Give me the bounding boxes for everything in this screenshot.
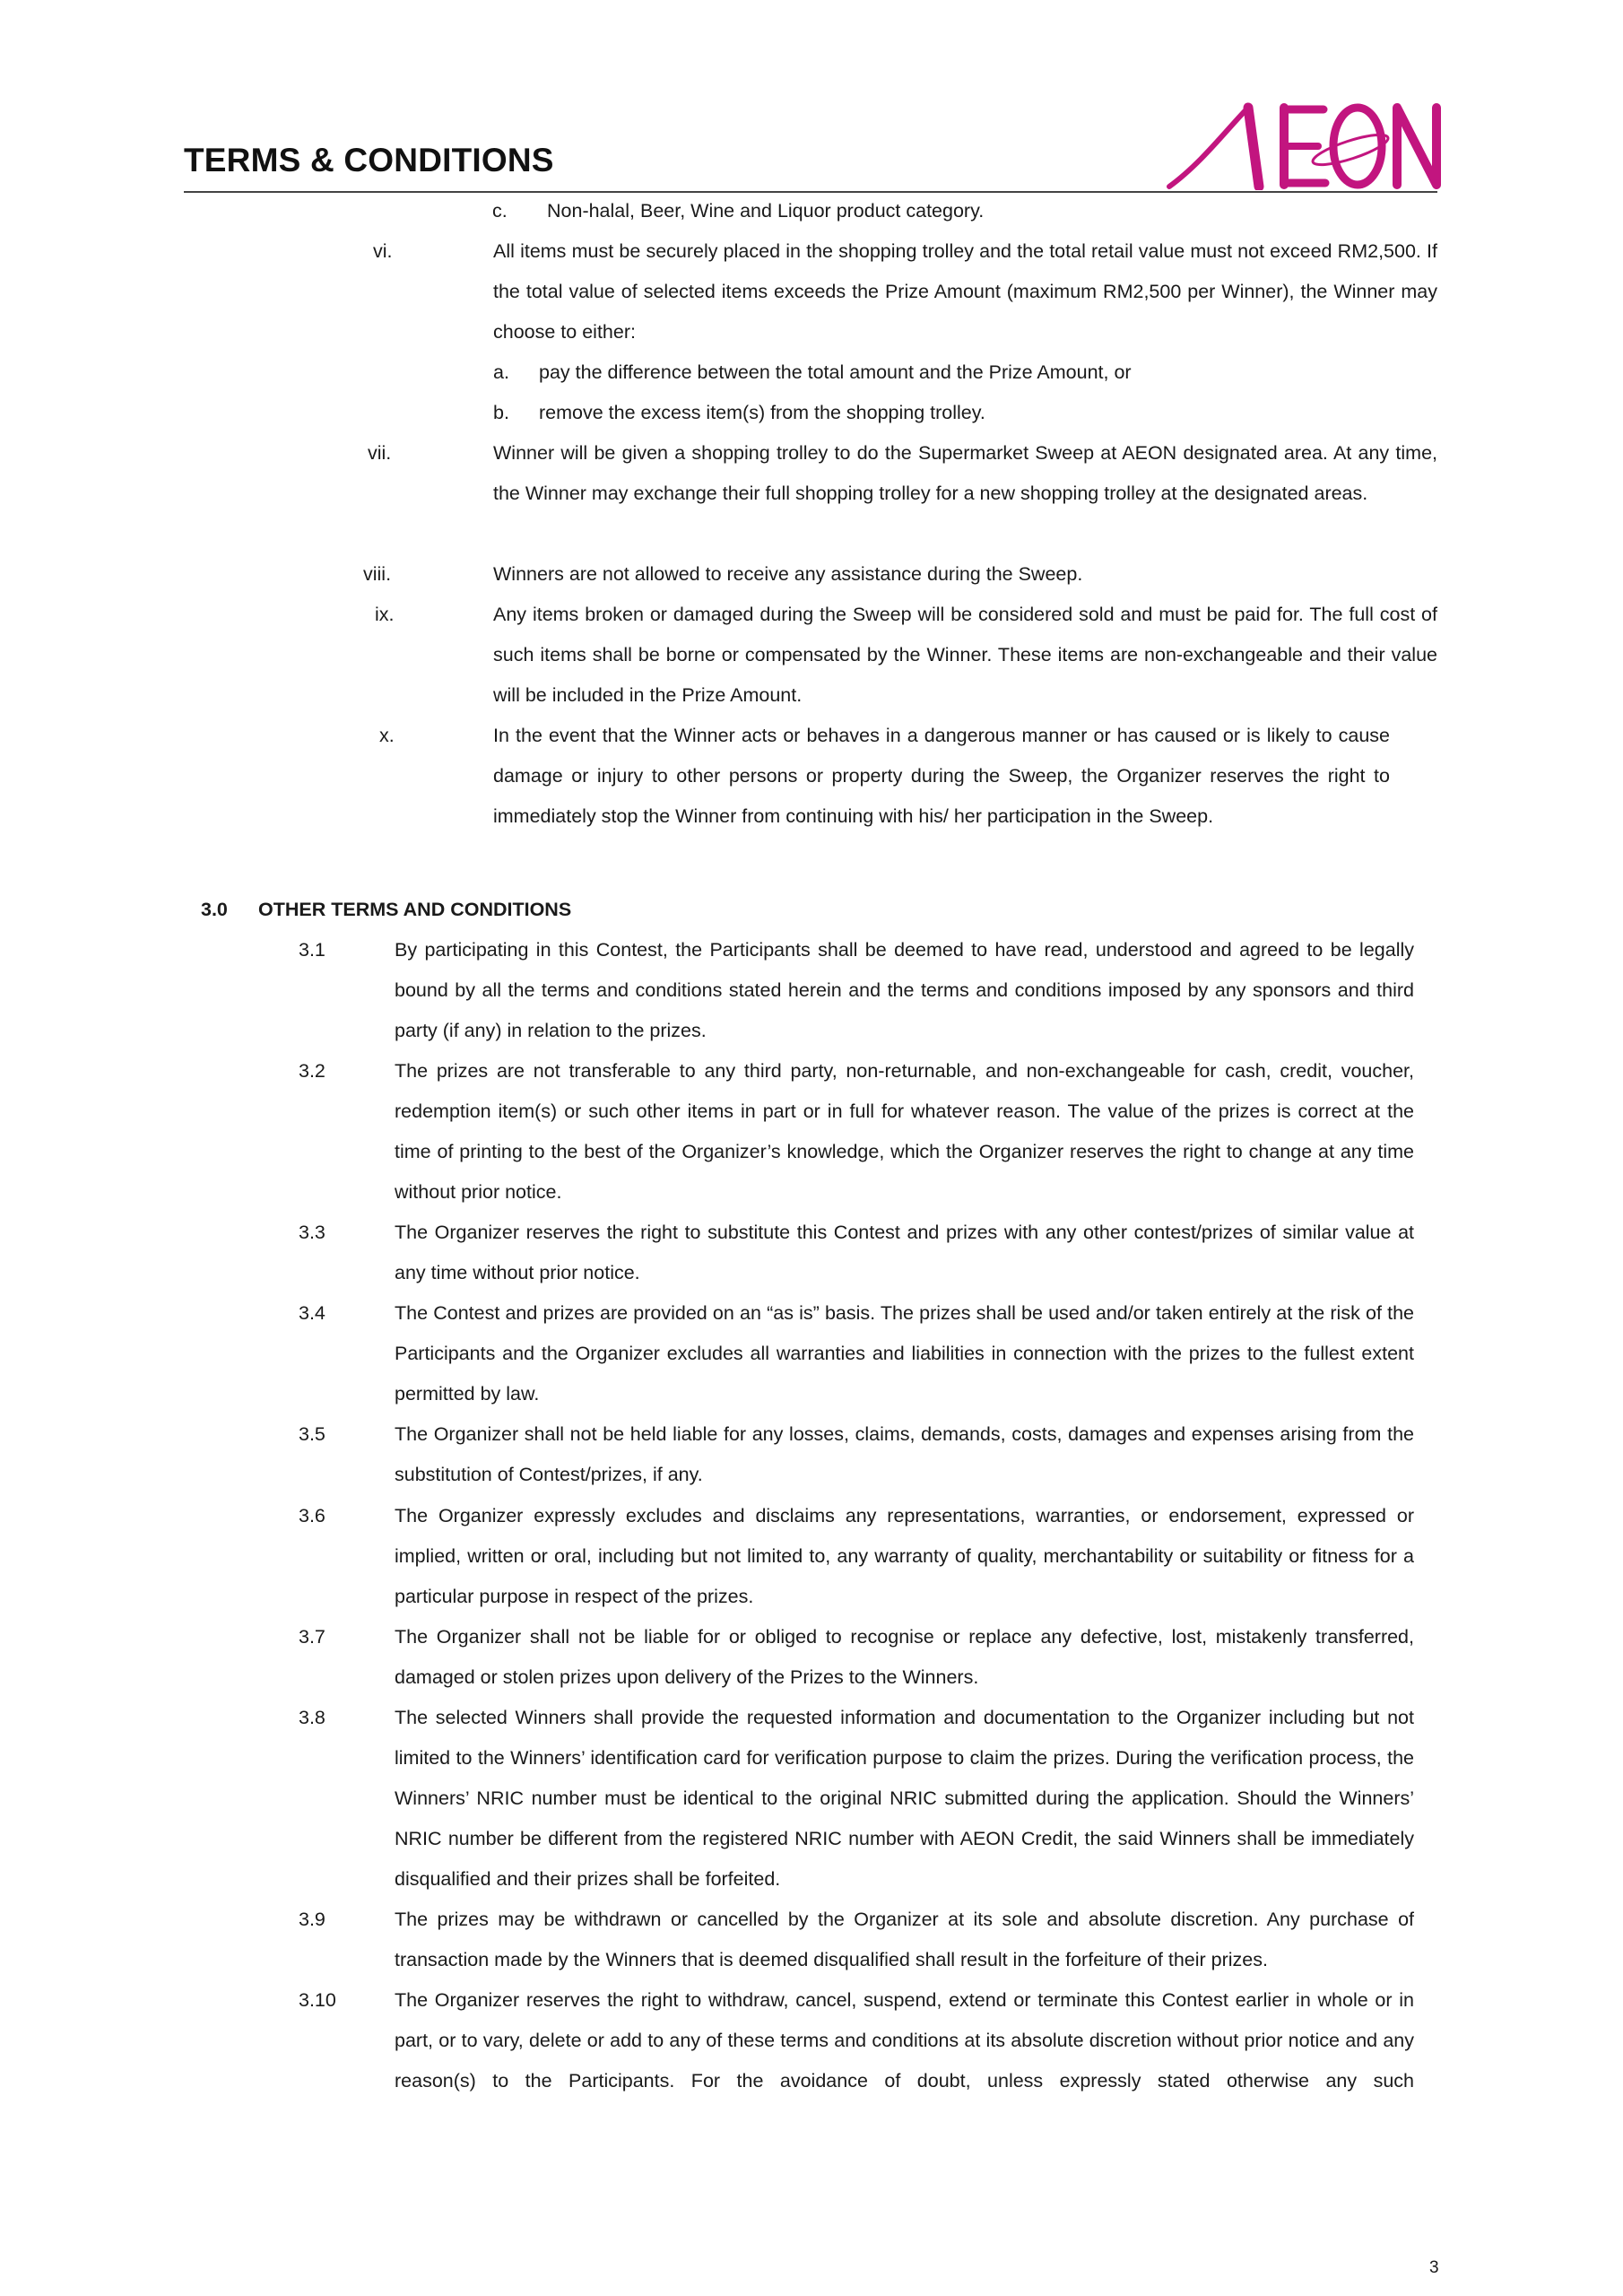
subitem-a-text: pay the difference between the total amount and the Prize Amount, or: [539, 361, 1132, 383]
rule-viii-text: Winners are not allowed to receive any assistance during the Sweep.: [493, 563, 1083, 585]
rule-marker-vi: vi.: [373, 240, 393, 262]
page-number: 3: [1429, 2258, 1439, 2277]
clause-3-8-text: The selected Winners shall provide the requested information and documentation to the Organizer including but not limited to the Winners’ identification card for verification purpose to claim the prizes. During the verification process, the Winners’ NRIC number must be identical to the original NRIC submitted during the application. Should the Winners’ NRIC number be different from the registered NRIC number with AEON Credit, the said Winners shall be immediately disqualified and their prizes shall be forfeited.: [395, 1707, 1414, 1890]
rule-marker-x: x.: [379, 725, 395, 746]
item-marker-c: c.: [492, 200, 508, 222]
clause-number-3-8: 3.8: [299, 1707, 325, 1728]
clause-3-6-text: The Organizer expressly excludes and disclaims any representations, warranties, or endorsement, expressed or implied, written or oral, including but not limited to, any warranty of quality, merchantability or suitability or fitness for a particular purpose in respect of the prizes.: [395, 1505, 1414, 1607]
rule-x-text: In the event that the Winner acts or behaves in a dangerous manner or has caused or is likely to cause damage or injury to other persons or property during the Sweep, the Organizer reserves the right to immediately stop the Winner from continuing with his/ her participation in the Sweep.: [493, 725, 1390, 827]
clause-3-3-text: The Organizer reserves the right to substitute this Contest and prizes with any other contest/prizes of similar value at any time without prior notice.: [395, 1222, 1414, 1283]
clause-number-3-10: 3.10: [299, 1989, 336, 2011]
clause-number-3-5: 3.5: [299, 1423, 325, 1445]
rule-ix-text: Any items broken or damaged during the Sweep will be considered sold and must be paid for. The full cost of such items shall be borne or compensated by the Winner. These items are non-exchangeable and their value will be included in the Prize Amount.: [493, 604, 1437, 706]
rule-vi-text: All items must be securely placed in the shopping trolley and the total retail value must not exceed RM2,500. If the total value of selected items exceeds the Prize Amount (maximum RM2,500 per Winner), the Winner may choose to either:: [493, 240, 1437, 343]
clause-3-7-text: The Organizer shall not be liable for or obliged to recognise or replace any defective, lost, mistakenly transferred, damaged or stolen prizes upon delivery of the Prizes to the Winners.: [395, 1626, 1414, 1688]
clause-3-1-text: By participating in this Contest, the Participants shall be deemed to have read, understood and agreed to be legally bound by all the terms and conditions stated herein and the terms and conditions imposed by any sponsors and third party (if any) in relation to the prizes.: [395, 939, 1414, 1041]
clause-3-10-text: The Organizer reserves the right to withdraw, cancel, suspend, extend or terminate this Contest earlier in whole or in part, or to vary, delete or add to any of these terms and conditions at its absolute discretion without prior notice and any reason(s) to the Participants. For the avoidance of doubt, unless expressly stated otherwise any such: [395, 1989, 1414, 2092]
rule-marker-viii: viii.: [363, 563, 392, 585]
clause-3-5-text: The Organizer shall not be held liable for any losses, claims, demands, costs, damages and expenses arising from the substitution of Contest/prizes, if any.: [395, 1423, 1414, 1485]
section-heading: [201, 890, 571, 930]
page-title: TERMS & CONDITIONS: [184, 142, 554, 178]
clause-number-3-3: 3.3: [299, 1222, 325, 1243]
clause-3-4-text: The Contest and prizes are provided on an “as is” basis. The prizes shall be used and/or taken entirely at the risk of the Participants and the Organizer excludes all warranties and liabilities in connection with the prizes to the fullest extent permitted by law.: [395, 1302, 1414, 1405]
clause-number-3-7: 3.7: [299, 1626, 325, 1648]
subitem-marker-b: b.: [493, 402, 509, 423]
clause-number-3-1: 3.1: [299, 939, 325, 961]
section-number: 3.0: [201, 899, 228, 920]
rule-vii-text: Winner will be given a shopping trolley to do the Supermarket Sweep at AEON designated area. At any time, the Winner may exchange their full shopping trolley for a new shopping trolley at the designated areas.: [493, 442, 1437, 504]
rule-marker-vii: vii.: [368, 442, 392, 464]
clause-number-3-9: 3.9: [299, 1909, 325, 1930]
clause-number-3-4: 3.4: [299, 1302, 325, 1324]
clause-number-3-2: 3.2: [299, 1060, 325, 1082]
clause-number-3-6: 3.6: [299, 1505, 325, 1526]
aeon-logo: [1166, 100, 1445, 190]
clause-3-2-text: The prizes are not transferable to any third party, non-returnable, and non-exchangeable for cash, credit, voucher, redemption item(s) or such other items in part or in full for whatever reason. The value of the prizes is correct at the time of printing to the best of the Organizer’s knowledge, which the Organizer reserves the right to change at any time without prior notice.: [395, 1060, 1414, 1203]
subitem-b-text: remove the excess item(s) from the shopping trolley.: [539, 402, 985, 423]
section-title: OTHER TERMS AND CONDITIONS: [258, 899, 572, 920]
clause-3-9-text: The prizes may be withdrawn or cancelled by the Organizer at its sole and absolute discretion. Any purchase of transaction made by the Winners that is deemed disqualified shall result in the forfeiture of their prizes.: [395, 1909, 1414, 1970]
subitem-marker-a: a.: [493, 361, 509, 383]
item-c-text: Non-halal, Beer, Wine and Liquor product category.: [547, 200, 985, 222]
rule-marker-ix: ix.: [375, 604, 395, 625]
